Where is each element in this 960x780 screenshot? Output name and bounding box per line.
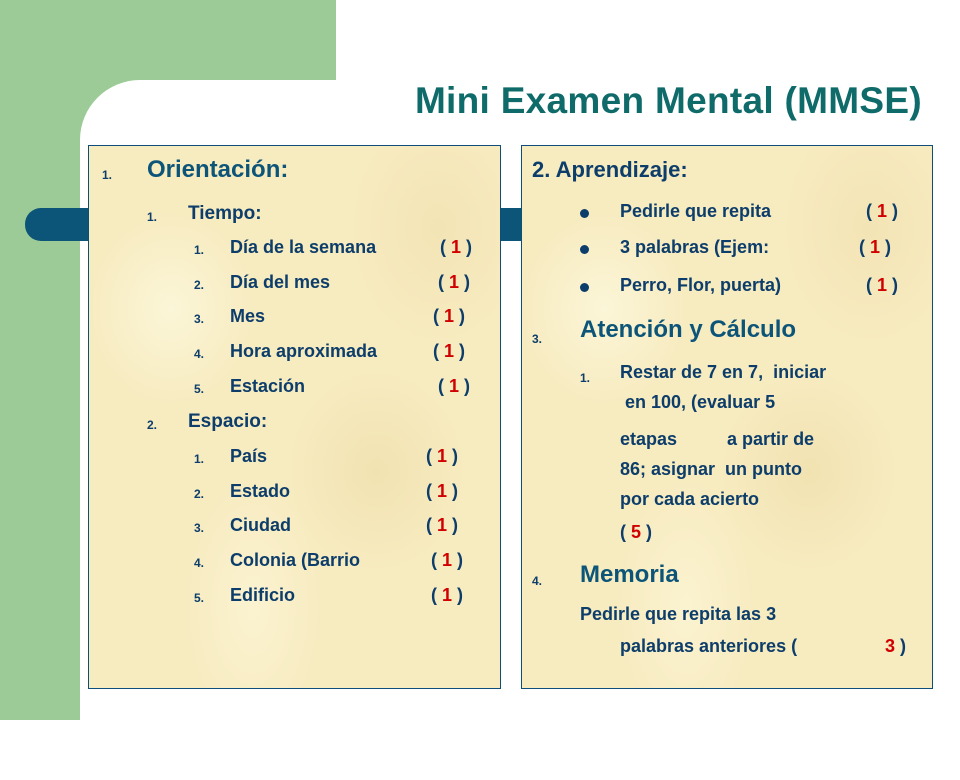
bullet-icon [580,245,589,254]
item-label: Día del mes [230,272,331,292]
aprendizaje-bullet-item [522,200,934,230]
right-panel [521,145,933,689]
atencion-score: ( 5 ) [620,522,653,542]
item-label: Hora aproximada [230,341,378,361]
orientacion-heading: Orientación: [147,156,289,183]
item-number: 1. [194,243,205,257]
item-score: ( 1 ) [433,341,466,361]
tiempo-item [89,374,502,404]
item-score: ( 1 ) [438,272,471,292]
tiempo-item [89,235,502,265]
item-number: 3. [194,521,205,535]
atencion-item-number: 1. [580,371,591,385]
item-score: ( 1 ) [431,585,464,605]
bullet-score: ( 1 ) [866,275,899,295]
item-score: ( 1 ) [426,515,459,535]
left-panel [88,145,501,689]
espacio-item [89,548,502,578]
item-number: 4. [194,347,205,361]
bullet-score: ( 1 ) [866,201,899,221]
atencion-line: por cada acierto [620,489,760,509]
atencion-line: 86; asignar un punto [620,459,803,479]
tiempo-heading: Tiempo: [188,203,262,224]
item-number: 5. [194,382,205,396]
memoria-line: palabras anteriores ( [620,636,798,656]
item-number: 5. [194,591,205,605]
slide-title: Mini Examen Mental (MMSE) [414,80,922,121]
memoria-score: 3 ) [885,636,907,656]
item-score: ( 1 ) [426,481,459,501]
memoria-line: Pedirle que repita las 3 [580,604,777,624]
item-label: Edificio [230,585,296,605]
item-number: 2. [194,487,205,501]
item-number: 1. [194,452,205,466]
bullet-score: ( 1 ) [859,237,892,257]
espacio-item [89,583,502,613]
bullet-label: Pedirle que repita [620,201,772,221]
espacio-heading: Espacio: [188,411,268,432]
tiempo-item [89,270,502,300]
item-score: ( 1 ) [440,237,473,257]
espacio-item [89,479,502,509]
item-label: Mes [230,306,266,326]
item-label: Estación [230,376,306,396]
item-label: Colonia (Barrio [230,550,361,570]
item-label: Ciudad [230,515,291,535]
aprendizaje-bullet-item [522,236,934,266]
aprendizaje-heading: 2. Aprendizaje: [532,157,688,182]
tiempo-item [89,339,502,369]
item-number: 3. [194,312,205,326]
tiempo-item [89,304,502,334]
bullet-label: 3 palabras (Ejem: [620,237,770,257]
espacio-item [89,513,502,543]
tiempo-number: 1. [147,210,158,224]
memoria-heading: Memoria [580,561,679,588]
item-score: ( 1 ) [433,306,466,326]
item-label: Día de la semana [230,237,377,257]
item-number: 4. [194,556,205,570]
espacio-number: 2. [147,418,158,432]
item-score: ( 1 ) [431,550,464,570]
atencion-line: en 100, (evaluar 5 [620,392,776,412]
aprendizaje-bullet-item [522,274,934,304]
item-label: Estado [230,481,291,501]
atencion-number: 3. [532,332,543,346]
item-score: ( 1 ) [438,376,471,396]
atencion-line: etapas a partir de [620,429,815,449]
atencion-line: Restar de 7 en 7, iniciar [620,362,827,382]
item-number: 2. [194,278,205,292]
item-label: País [230,446,268,466]
item-score: ( 1 ) [426,446,459,466]
orientacion-number: 1. [102,168,113,182]
bullet-icon [580,209,589,218]
memoria-number: 4. [532,574,543,588]
bullet-icon [580,283,589,292]
atencion-heading: Atención y Cálculo [580,316,797,343]
espacio-item [89,444,502,474]
bullet-label: Perro, Flor, puerta) [620,275,782,295]
